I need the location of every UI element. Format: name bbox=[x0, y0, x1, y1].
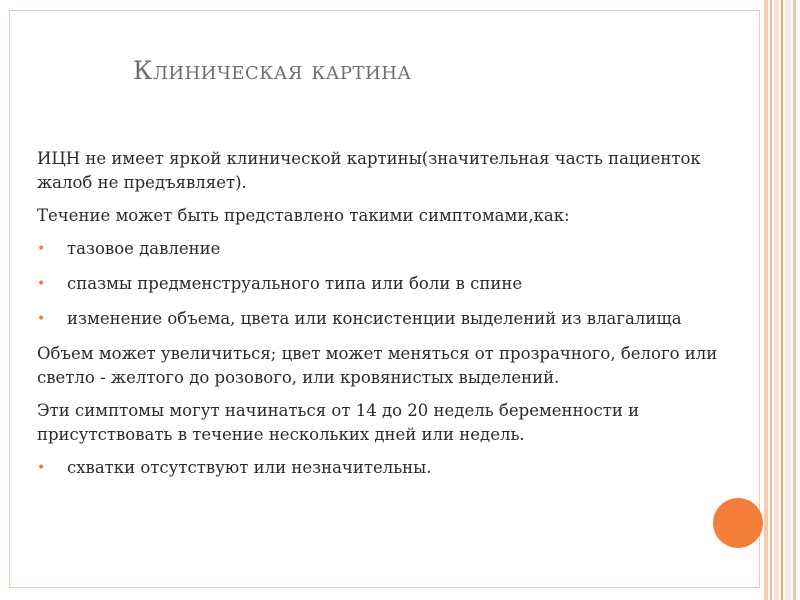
stripe bbox=[764, 0, 768, 600]
bullet-marker: • bbox=[37, 460, 46, 476]
slide-body bbox=[37, 147, 737, 491]
bullet-text: спазмы предменструального типа или боли в спине bbox=[67, 274, 523, 293]
paragraph: ИЦН не имеет яркой клинической картины(значительная часть пациенток жалоб не предъявляет). bbox=[37, 149, 701, 192]
stripe bbox=[781, 0, 783, 600]
slide-title: Клиническая картина bbox=[133, 56, 412, 85]
paragraph: Течение может быть представлено такими симптомами,как: bbox=[37, 206, 570, 225]
bullet-marker: • bbox=[37, 311, 46, 327]
bullet-marker: • bbox=[37, 241, 46, 257]
bullet-item bbox=[37, 456, 737, 480]
bullet-item bbox=[37, 272, 737, 296]
stripe bbox=[793, 0, 796, 600]
bullet-text: схватки отсутствуют или незначительны. bbox=[67, 458, 432, 477]
paragraph: Эти симптомы могут начинаться от 14 до 20 недель беременности и присутствовать в течение нескольких дней или недель. bbox=[37, 401, 640, 444]
decorative-orange-circle bbox=[713, 498, 763, 548]
bullet-text: изменение объема, цвета или консистенции выделений из влагалища bbox=[67, 309, 682, 328]
bullet-item bbox=[37, 237, 737, 261]
stripe bbox=[785, 0, 791, 600]
bullet-item bbox=[37, 307, 737, 331]
decorative-side-stripes bbox=[760, 0, 800, 600]
bullet-text: тазовое давление bbox=[67, 239, 221, 258]
bullet-marker: • bbox=[37, 276, 46, 292]
paragraph: Объем может увеличиться; цвет может меняться от прозрачного, белого или светло - желтого до розового, или кровянистых выделений. bbox=[37, 344, 718, 387]
stripe bbox=[770, 0, 772, 600]
stripe bbox=[774, 0, 779, 600]
